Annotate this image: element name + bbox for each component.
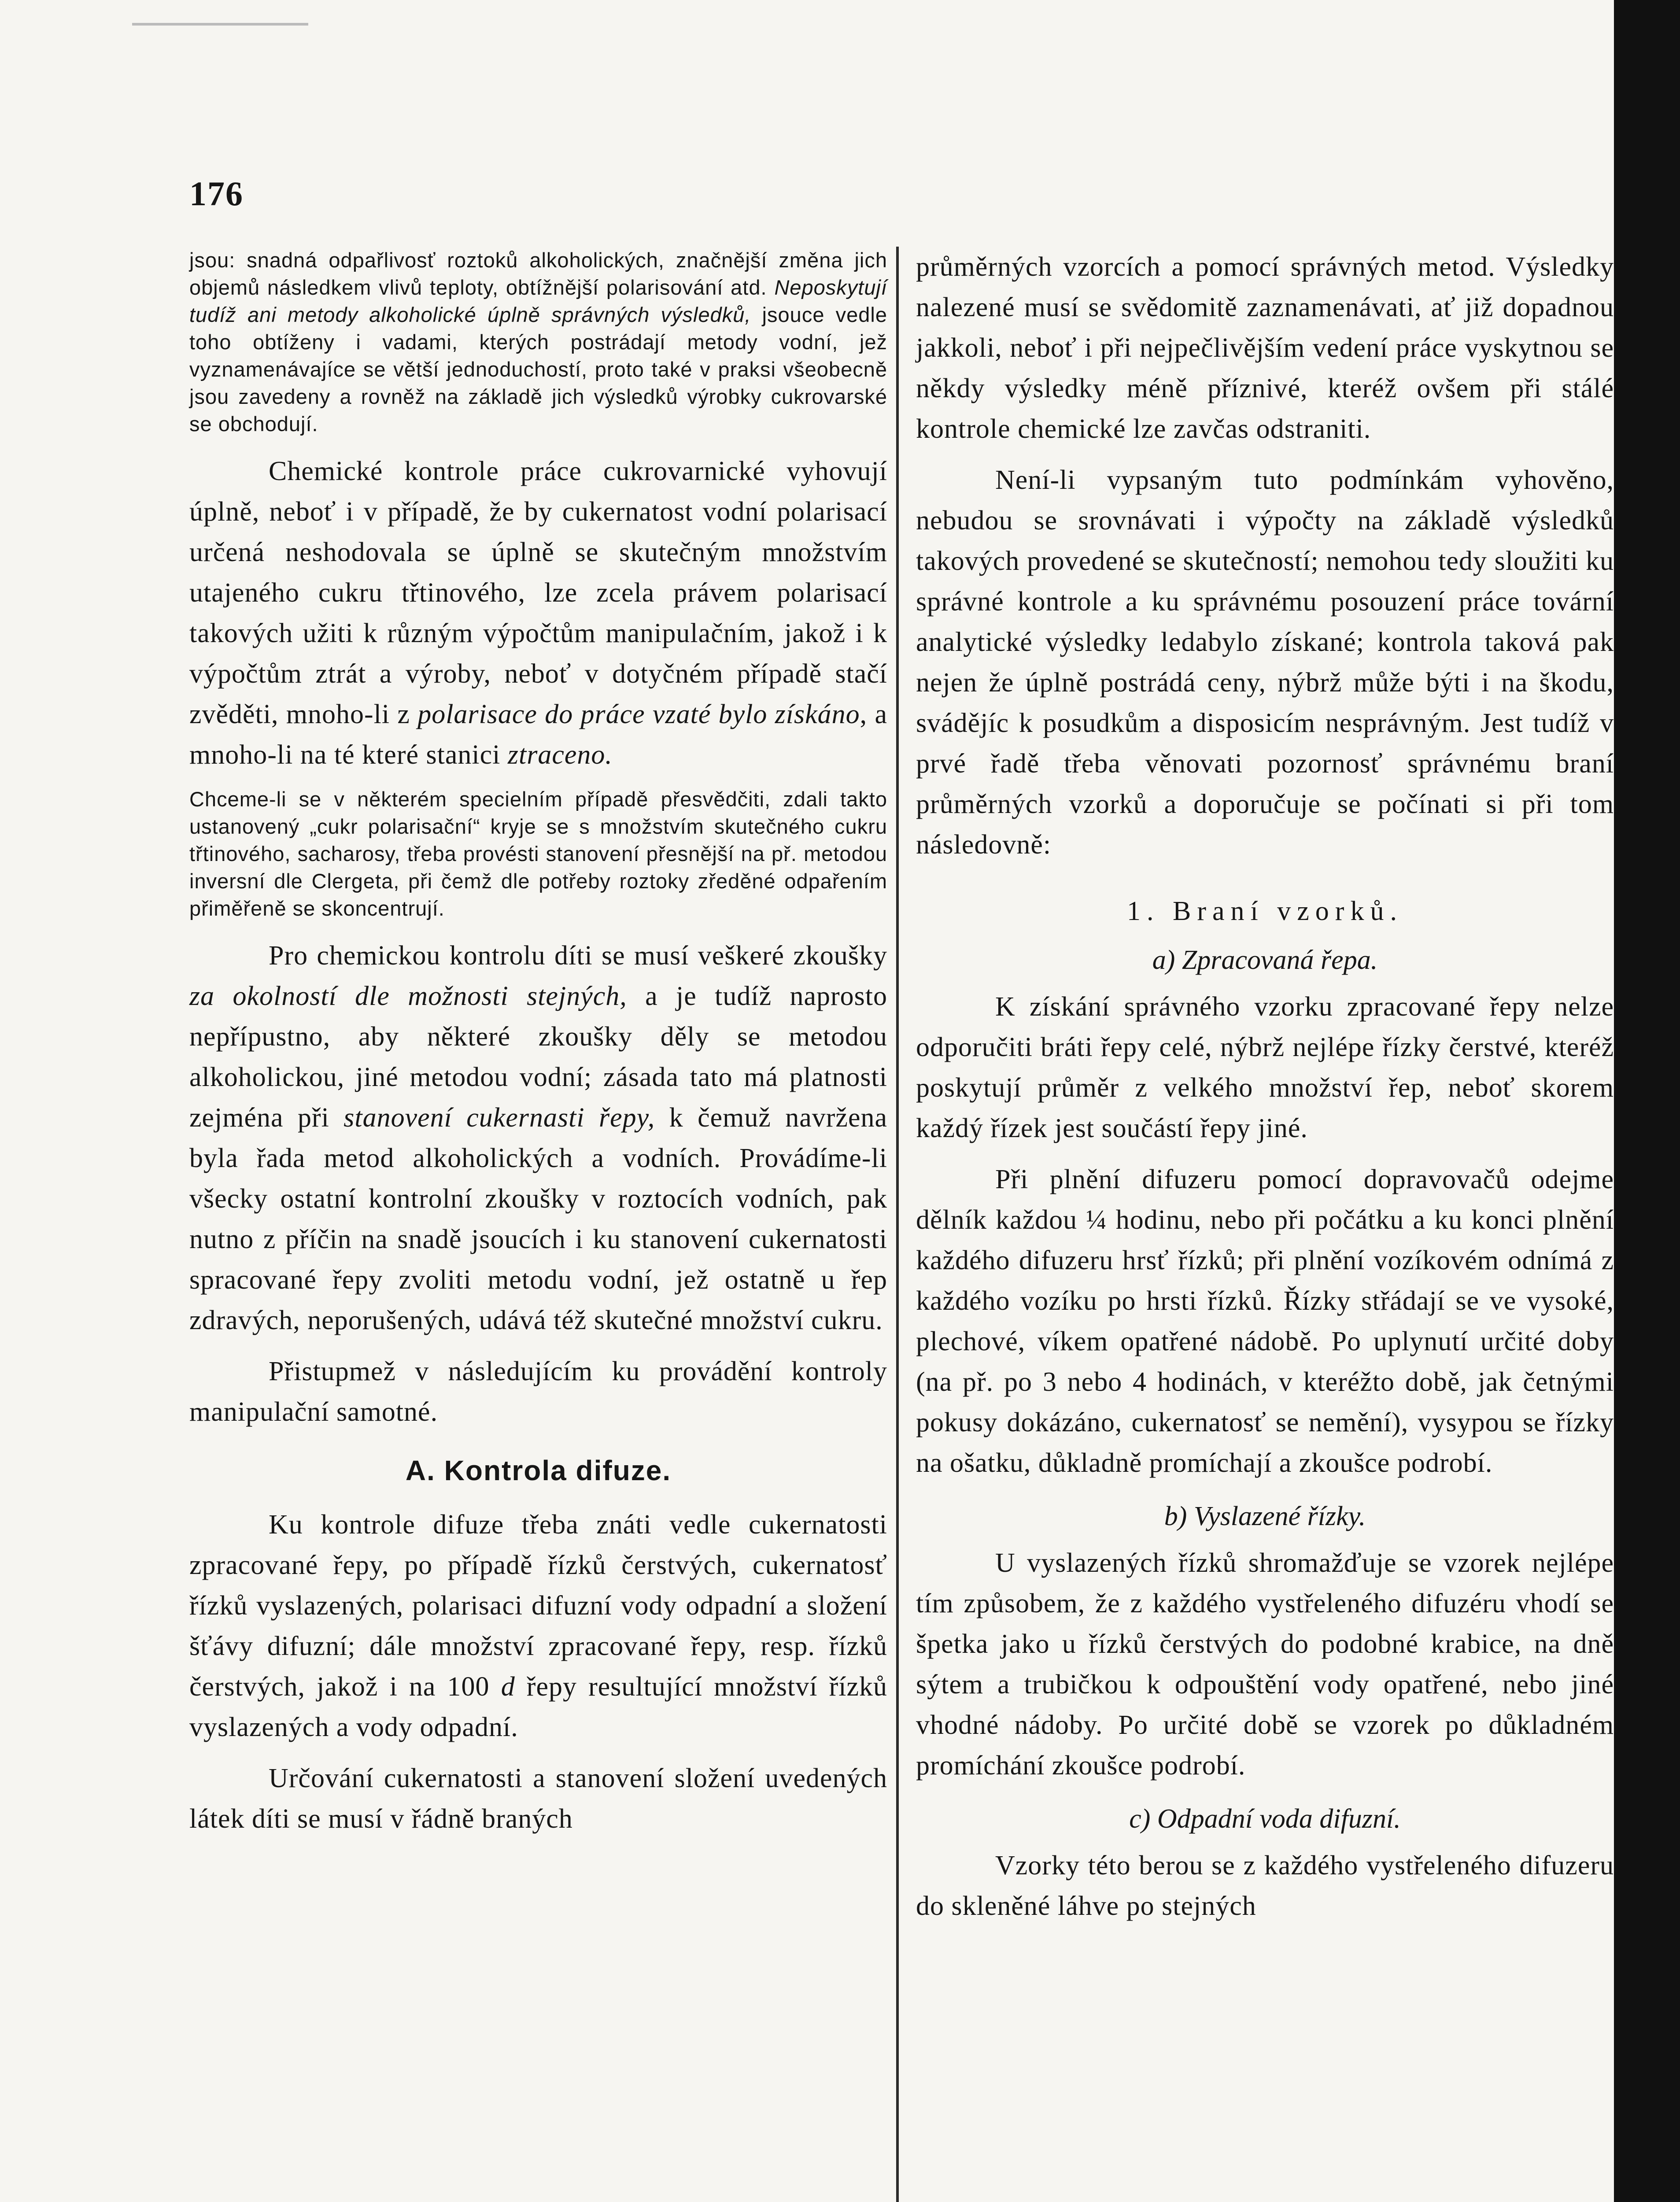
- paragraph-neni-li: Není-li vypsaným tuto podmínkám vyhověno, nebudou se srovnávati i výpočty na základě výsledků takových provedené se skutečností; nemohou tedy sloužiti ku správné kontrole a ku správnému posouzení práce tovární analytické výsledky ledabylo získané; kontrola taková pak nejen že úplně postrádá ceny, nýbrž může býti i na škodu, svádějíc k posudkům a disposicím nesprávným. Jest tudíž v prvé řadě třeba věnovati pozornosť správnému braní průměrných vzorků a doporučuje se počínati si při tom následovně:: [916, 465, 1614, 860]
- left-column: [189, 247, 887, 1850]
- paragraph-k-ziskani: K získání správného vzorku zpracované řepy nelze odporučiti bráti řepy celé, nýbrž nejlépe řízky čerstvé, kteréž poskytují průměr z velkého množství řep, neboť skorem každý řízek jest součástí řepy jiné.: [916, 992, 1614, 1143]
- paragraph-prumernych: průměrných vzorcích a pomocí správných metod. Výsledky nalezené musí se svědomitě zaznamenávati, ať již dopadnou jakkoli, neboť i při nejpečlivějším vedení práce vyskytnou se někdy výsledky méně příznivé, kteréž ovšem při stálé kontrole chemické lze zavčas odstraniti.: [916, 252, 1614, 444]
- subheading-brani-vzorku: 1. Braní vzorků.: [1127, 896, 1403, 926]
- paragraph-ku-kontrole: Ku kontrole difuze třeba znáti vedle cukernatosti zpracované řepy, po případě řízků čerstvých, cukernatosť řízků vyslazených, polarisaci difuzní vody odpadní a složení šťávy difuzní; dále množství zpracované řepy, resp. řízků čerstvých, jakož i na 100 d řepy resultující množství řízků vyslazených a vody odpadní.: [189, 1510, 887, 1742]
- subheading-odpadni-voda: c) Odpadní voda difuzní.: [1129, 1804, 1401, 1834]
- paragraph-urcovani: Určování cukernatosti a stanovení složení uvedených látek díti se musí v řádně braných: [189, 1763, 887, 1834]
- section-heading-kontrola-difuze: A. Kontrola difuze.: [405, 1455, 672, 1486]
- paragraph-chemicke-kontrole: Chemické kontrole práce cukrovarnické vyhovují úplně, neboť i v případě, že by cukernatost vodní polarisací určená neshodovala se úplně se skutečným množstvím utajeného cukru třtinového, lze zcela právem polarisací takových užiti k různým výpočtům manipulačním, jakož i k výpočtům ztrát a výroby, neboť v dotyčném případě stačí zvěděti, mnoho-li z polarisace do práce vzaté bylo získáno, a mnoho-li na té které stanici ztraceno.: [189, 456, 887, 770]
- scan-mark: [132, 23, 308, 26]
- subheading-zpracovana-repa: a) Zpracovaná řepa.: [1152, 945, 1378, 975]
- column-divider: [896, 247, 899, 2202]
- paragraph-pristupmez: Přistupmež v následujícím ku provádění kontroly manipulační samotné.: [189, 1356, 887, 1427]
- right-column: [916, 247, 1614, 1937]
- paragraph-small-2: Chceme-li se v některém specielním případě přesvědčiti, zdali takto ustanovený „cukr polarisační“ kryje se s množstvím skutečného cukru třtinového, sacharosy, třeba provésti stanovení přesnější na př. metodou inversní dle Clergeta, při čemž dle potřeby roztoky zředěné odpařením přiměřeně se skoncentrují.: [189, 787, 887, 920]
- page-number: 176: [189, 174, 244, 213]
- paragraph-vzorky-teto: Vzorky této berou se z každého vystřeleného difuzeru do skleněné láhve po stejných: [916, 1851, 1614, 1921]
- paragraph-pri-plneni: Při plnění difuzeru pomocí dopravovačů odejme dělník každou ¼ hodinu, nebo při počátku a ku konci plnění každého difuzeru hrsť řízků; při plnění vozíkovém odnímá z každého vozíku po hrsti řízků. Řízky střádají se ve vysoké, plechové, víkem opatřené nádobě. Po uplynutí určité doby (na př. po 3 nebo 4 hodinách, v kteréžto době, jak četnými pokusy dokázáno, cukernatosť se nemění), vysypou se řízky na ošatku, důkladně promíchají a zkoušce podrobí.: [916, 1164, 1614, 1478]
- paragraph-chemickou-kontrolu: Pro chemickou kontrolu díti se musí veškeré zkoušky za okolností dle možnosti stejných, a je tudíž naprosto nepřípustno, aby některé zkoušky děly se metodou alkoholickou, jiné metodou vodní; zásada tato má platnosti zejména při stanovení cukernasti řepy, k čemuž navržena byla řada metod alkoholických a vodních. Provádíme-li všecky ostatní kontrolní zkoušky v roztocích vodních, pak nutno z příčin na snadě jsoucích i ku stanovení cukernatosti spracované řepy zvoliti metodu vodní, jež ostatně u řep zdravých, neporušených, udává též skutečné množství cukru.: [189, 941, 887, 1335]
- scan-border: [1614, 0, 1680, 2202]
- subheading-vyslazene-rizky: b) Vyslazené řízky.: [1164, 1501, 1366, 1531]
- paragraph-small-1: jsou: snadná odpařlivosť roztoků alkoholických, značnější změna jich objemů následkem vlivů teploty, obtížnější polarisování atd. Neposkytují tudíž ani metody alkoholické úplně správných výsledků, jsouce vedle toho obtíženy i vadami, kterých postrádají metody vodní, jež vyznamenávajíce se větší jednoduchostí, proto také v praksi všeobecně jsou zavedeny a rovněž na základě jich výsledků výrobky cukrovarské se obchodují.: [189, 248, 887, 436]
- paragraph-u-vyslazenych: U vyslazených řízků shromažďuje se vzorek nejlépe tím způsobem, že z každého vystřeleného difuzéru vhodí se špetka jako u řízků čerstvých do podobné krabice, na dně sýtem a trubičkou k odpouštění vody opatřené, nebo jiné vhodné nádoby. Po určité době se vzorek po důkladném promíchání zkoušce podrobí.: [916, 1548, 1614, 1781]
